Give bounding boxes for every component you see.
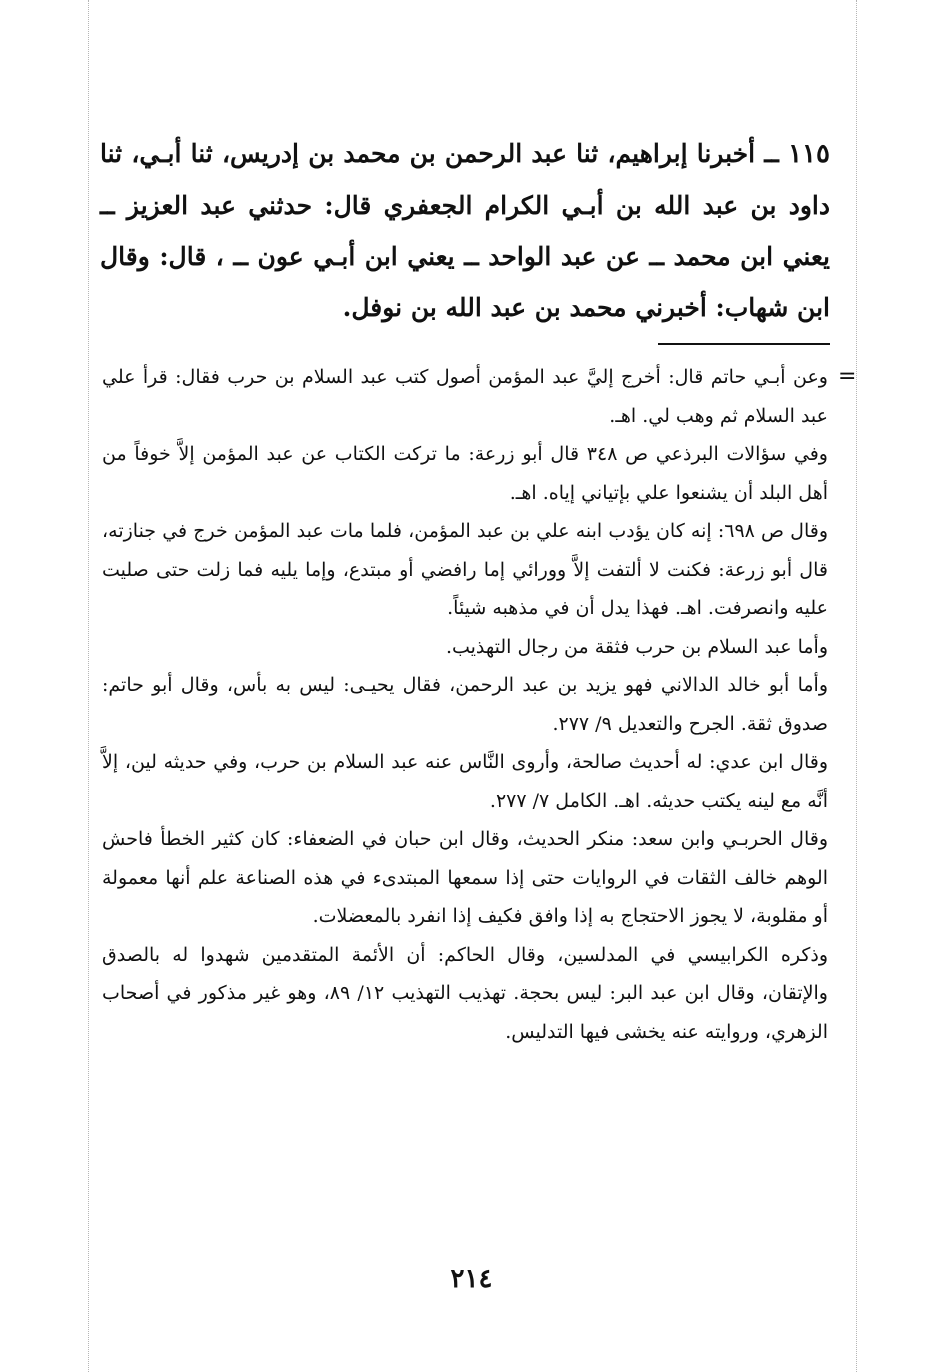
- scan-guide-line-left: [88, 0, 89, 1372]
- footnote-separator: [658, 343, 830, 345]
- footnote-paragraph: وقال الحربـي وابن سعد: منكر الحديث، وقال ابن حبان في الضعفاء: كان كثير الخطأ فاحش الوهم خالف الثقات في الروايات حتى إذا سمعها المبتدىء في هذه الصناعة علم أنها معمولة أو مقلوبة، لا يجوز الاحتجاج به إذا وافق فكيف إذا انفرد بالمعضلات.: [102, 828, 828, 927]
- scan-guide-line-right: [856, 0, 857, 1372]
- footnote-paragraph: وقال ابن عدي: له أحديث صالحة، وأروى النَّاس عنه عبد السلام بن حرب، وفي حديثه لين، إلاَّ أنَّه مع لينه يكتب حديثه. اهـ. الكامل ٧/ ٢٧٧.: [102, 751, 828, 812]
- footnote-paragraph: وقال ص ٦٩٨: إنه كان يؤدب ابنه علي بن عبد المؤمن، فلما مات عبد المؤمن خرج في جنازته، قال أبو زرعة: فكنت لا ألتفت إلاَّ وورائي إما رافضي أو مبتدع، وإما يليه فما زلت حتى صليت عليه وانصرفت. اهـ. فهذا يدل أن في مذهبه شيئاً.: [102, 520, 829, 619]
- narration-text: ــ أخبرنا إبراهيم، ثنا عبد الرحمن بن محمد بن إدريس، ثنا أبـي، ثنا داود بن عبد الله بن أبـي الكرام الجعفري قال: حدثني عبد العزيز ــ يعني ابن محمد ــ عن عبد الواحد ــ يعني ابن أبـي عون ــ ، قال: وقال ابن شهاب: أخبرني محمد بن عبد الله بن نوفل.: [100, 139, 830, 322]
- footnote-paragraph: وذكره الكرابيسي في المدلسين، وقال الحاكم: أن الأئمة المتقدمين شهدوا له بالصدق والإتقان، وقال ابن عبد البر: ليس بحجة. تهذيب التهذيب ١٢/ ٨٩، وهو غير مذكور في أصحاب الزهري، وروايته عنه يخشى فيها التدليس.: [102, 943, 828, 1043]
- footnote-paragraph: وأما أبو خالد الدالاني فهو يزيد بن عبد الرحمن، فقال يحيـى: ليس به بأس، وقال أبو حاتم: صدوق ثقة. الجرح والتعديل ٩/ ٢٧٧.: [102, 674, 828, 735]
- footnote-paragraph: وأما عبد السلام بن حرب فثقة من رجال التهذيب.: [445, 635, 828, 658]
- footnote-paragraph: وفي سؤالات البرذعي ص ٣٤٨ قال أبو زرعة: ما تركت الكتاب عن عبد المؤمن إلاَّ خوفاً من أهل البلد أن يشنعوا علي بإتياني إياه. اهـ.: [102, 443, 828, 504]
- footnote-continuation-mark: =: [838, 364, 857, 389]
- page-number: ٢١٤: [450, 1264, 493, 1294]
- narration-number: ١١٥: [788, 139, 830, 169]
- footnotes-section: [102, 358, 828, 1051]
- main-narration: [100, 128, 830, 333]
- footnote-paragraph: وعن أبـي حاتم قال: أخرج إليَّ عبد المؤمن أصول كتب عبد السلام بن حرب فقال: قرأ علي عبد السلام ثم وهب لي. اهـ.: [102, 366, 828, 427]
